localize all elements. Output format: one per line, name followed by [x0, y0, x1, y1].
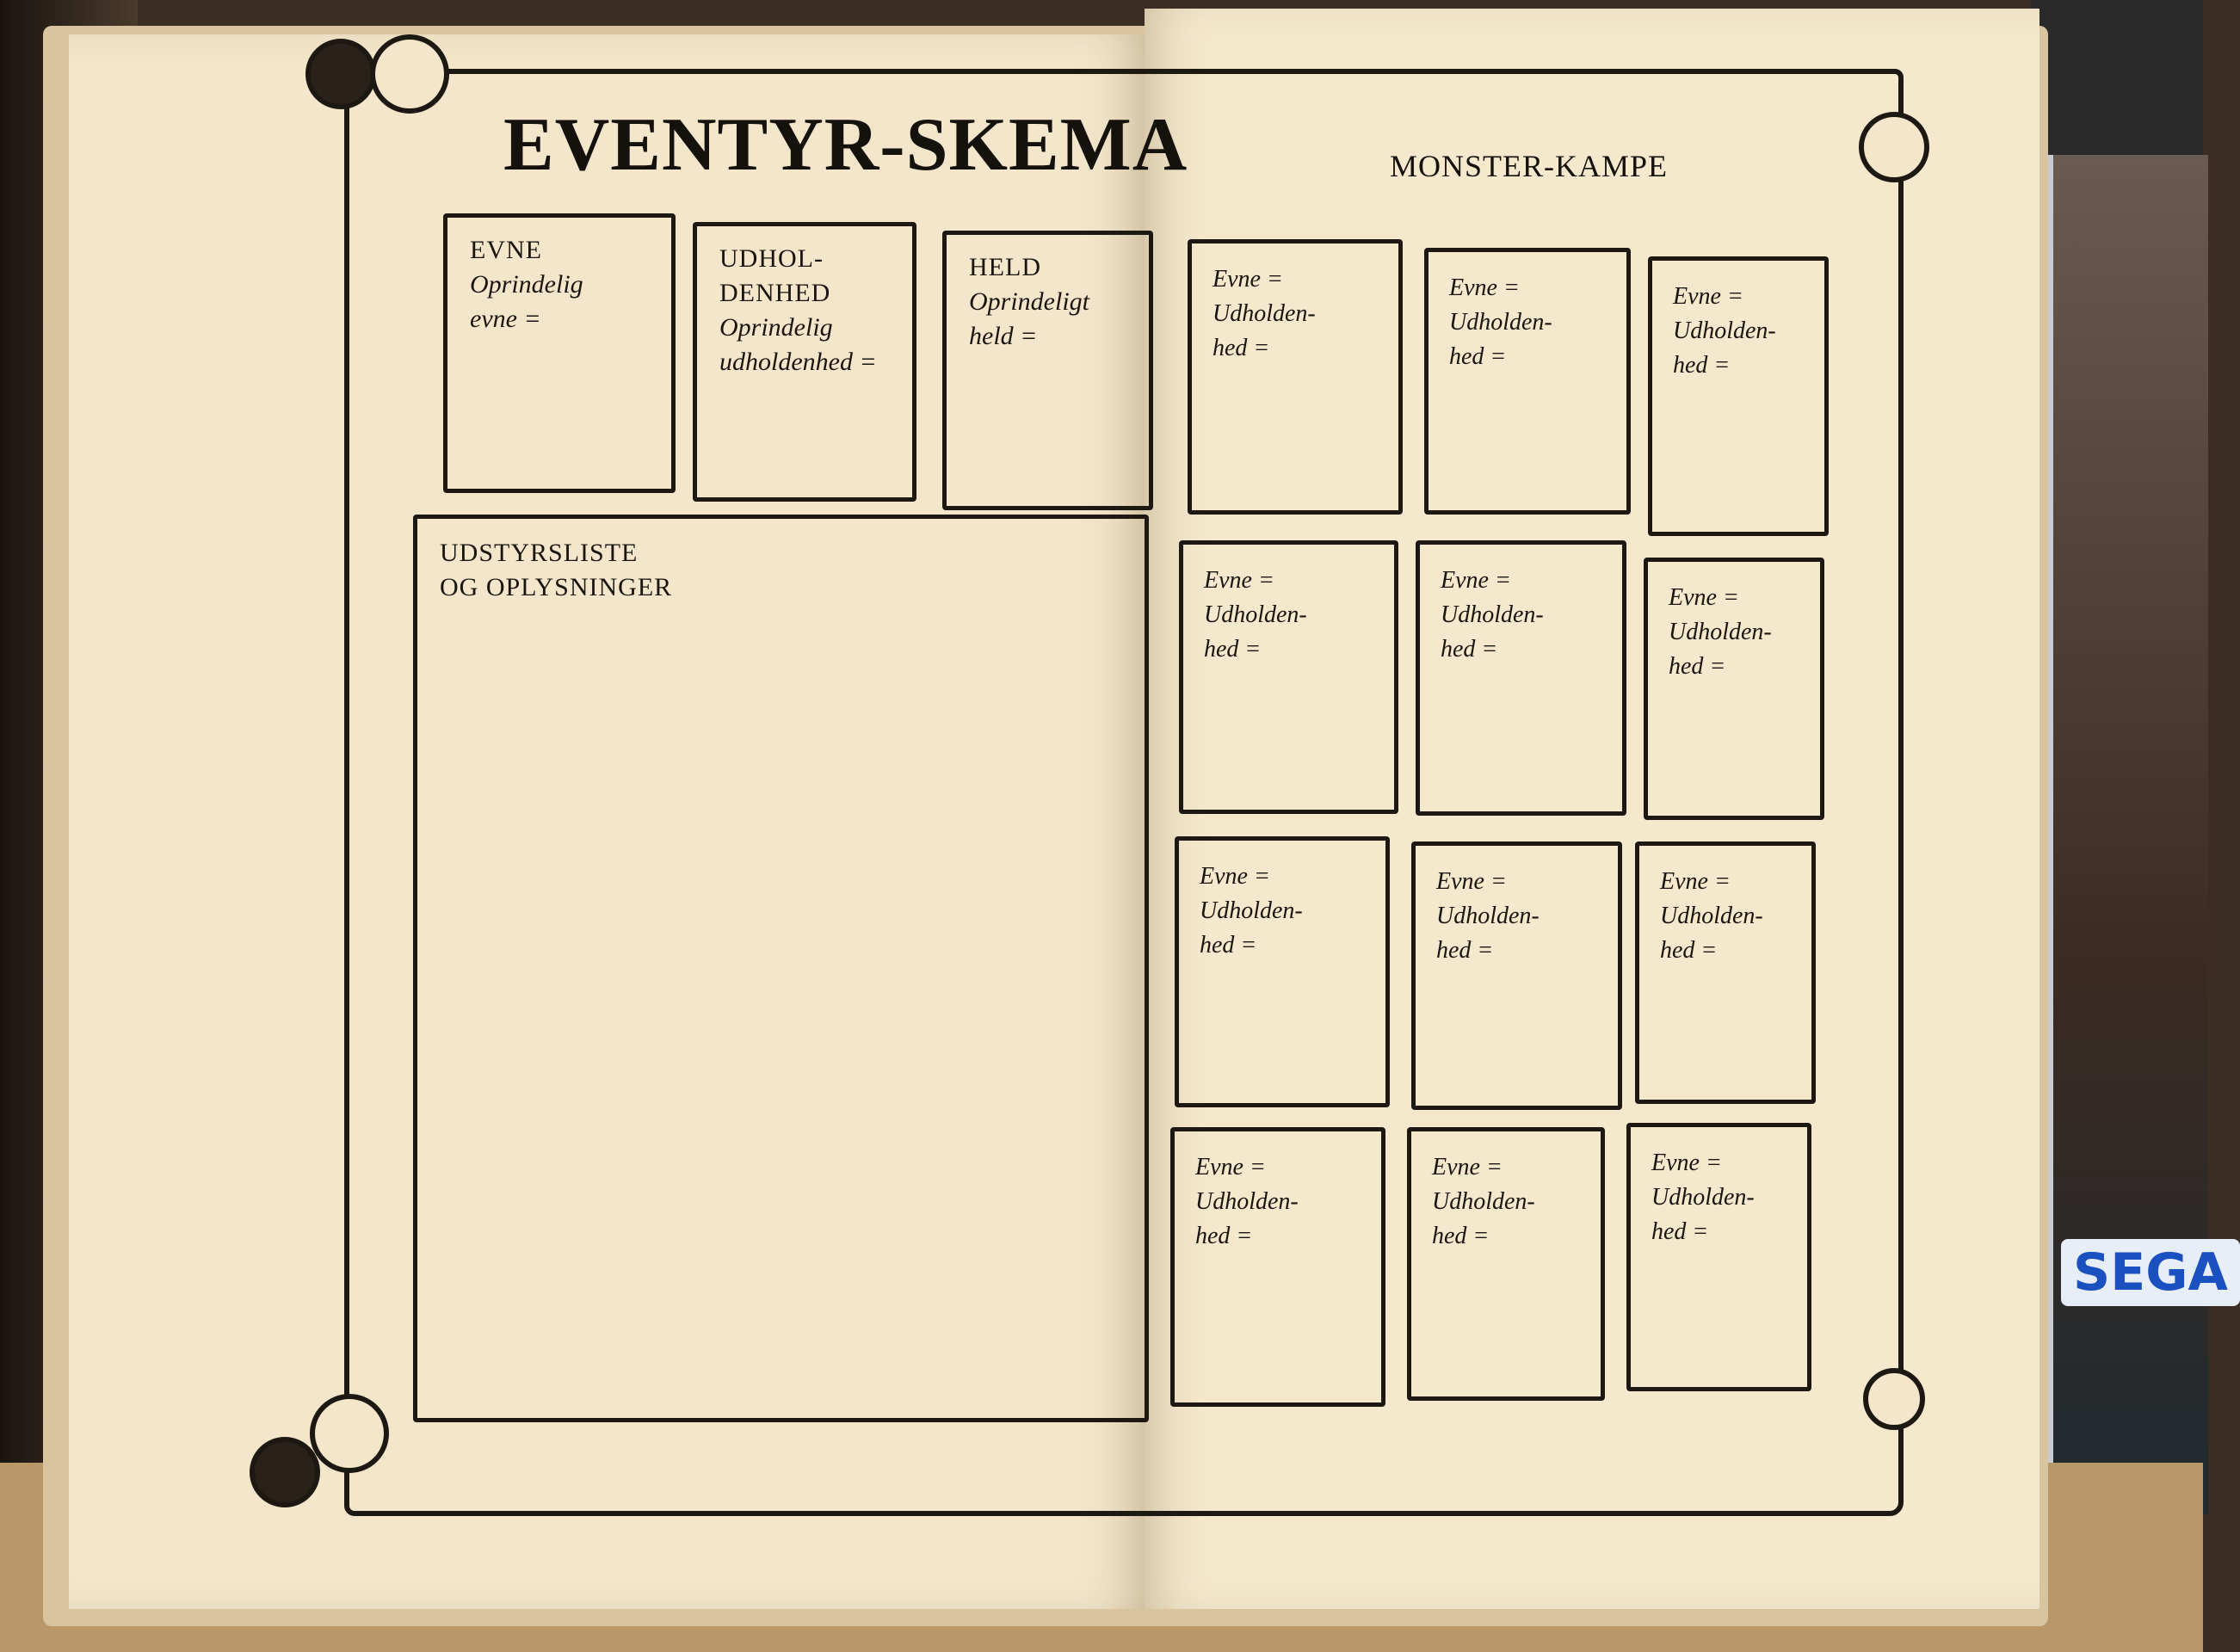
monster-skill-label: Evne =	[1204, 567, 1274, 594]
stat-value-label: udholdenhed =	[719, 348, 877, 376]
monster-skill-label: Evne =	[1213, 266, 1283, 293]
monster-stamina-label: Udholden-	[1449, 309, 1552, 336]
monster-stamina-label-2: hed =	[1651, 1218, 1709, 1245]
monster-box	[1411, 841, 1622, 1110]
monster-box	[1626, 1123, 1811, 1391]
stat-box-evne	[443, 213, 676, 493]
monster-skill-label: Evne =	[1432, 1154, 1503, 1180]
monster-stamina-label: Udholden-	[1651, 1184, 1755, 1211]
monster-stamina-label: Udholden-	[1204, 601, 1307, 628]
monster-box	[1648, 256, 1829, 536]
stat-sub: Oprindelig	[470, 270, 583, 299]
monster-title: MONSTER-KAMPE	[1390, 149, 1669, 183]
monster-stamina-label-2: hed =	[1673, 352, 1731, 379]
monster-skill-label: Evne =	[1441, 567, 1511, 594]
stat-heading: HELD	[969, 253, 1041, 281]
monster-stamina-label-2: hed =	[1204, 636, 1262, 663]
monster-stamina-label: Udholden-	[1213, 300, 1316, 327]
sega-logo: SEGA	[2061, 1239, 2240, 1306]
monster-stamina-label-2: hed =	[1195, 1223, 1253, 1249]
monster-stamina-label: Udholden-	[1660, 903, 1763, 929]
monster-stamina-label: Udholden-	[1673, 317, 1776, 344]
monster-stamina-label: Udholden-	[1200, 897, 1303, 924]
monster-stamina-label: Udholden-	[1669, 619, 1772, 645]
monster-box	[1644, 558, 1824, 820]
game-case	[2048, 155, 2208, 1514]
monster-stamina-label: Udholden-	[1432, 1188, 1535, 1215]
stat-heading: UDHOL-	[719, 244, 824, 273]
scroll-knob-bottom-left-2	[310, 1394, 389, 1473]
monster-stamina-label-2: hed =	[1660, 937, 1718, 964]
monster-skill-label: Evne =	[1436, 868, 1507, 895]
monster-skill-label: Evne =	[1660, 868, 1731, 895]
stat-value-label: held =	[969, 322, 1038, 350]
scroll-knob-top-left-2	[370, 34, 449, 114]
stat-sub: Oprindeligt	[969, 287, 1089, 316]
page-title: EVENTYR-SKEMA	[503, 103, 1188, 187]
stat-box-udholdenhed	[693, 222, 916, 502]
monster-box	[1170, 1127, 1385, 1407]
monster-skill-label: Evne =	[1449, 274, 1520, 301]
scroll-knob-bottom-right	[1863, 1368, 1925, 1430]
monster-skill-label: Evne =	[1669, 584, 1739, 611]
stat-sub: Oprindelig	[719, 313, 833, 342]
scroll-knob-top-left	[305, 39, 376, 109]
monster-stamina-label-2: hed =	[1432, 1223, 1490, 1249]
equipment-heading: UDSTYRSLISTE	[440, 539, 639, 567]
monster-box	[1188, 239, 1403, 515]
stat-box-held	[942, 231, 1153, 510]
equipment-box	[413, 515, 1149, 1422]
monster-stamina-label-2: hed =	[1441, 636, 1498, 663]
monster-stamina-label-2: hed =	[1669, 653, 1726, 680]
stat-heading-2: DENHED	[719, 279, 831, 307]
scroll-knob-top-right	[1859, 112, 1929, 182]
equipment-heading-2: OG OPLYSNINGER	[440, 573, 673, 601]
monster-skill-label: Evne =	[1195, 1154, 1266, 1180]
monster-box	[1416, 540, 1626, 816]
monster-stamina-label: Udholden-	[1436, 903, 1540, 929]
monster-stamina-label-2: hed =	[1213, 335, 1270, 361]
monster-stamina-label: Udholden-	[1195, 1188, 1299, 1215]
monster-stamina-label: Udholden-	[1441, 601, 1544, 628]
stat-value-label: evne =	[470, 305, 541, 333]
monster-box	[1179, 540, 1398, 814]
monster-box	[1407, 1127, 1605, 1401]
monster-box	[1175, 836, 1390, 1107]
monster-skill-label: Evne =	[1651, 1150, 1722, 1176]
monster-stamina-label-2: hed =	[1200, 932, 1257, 959]
monster-skill-label: Evne =	[1673, 283, 1743, 310]
monster-skill-label: Evne =	[1200, 863, 1270, 890]
scroll-knob-bottom-left	[250, 1437, 320, 1507]
monster-box	[1635, 841, 1816, 1104]
monster-box	[1424, 248, 1631, 515]
stat-heading: EVNE	[470, 236, 542, 264]
monster-stamina-label-2: hed =	[1449, 343, 1507, 370]
monster-stamina-label-2: hed =	[1436, 937, 1494, 964]
